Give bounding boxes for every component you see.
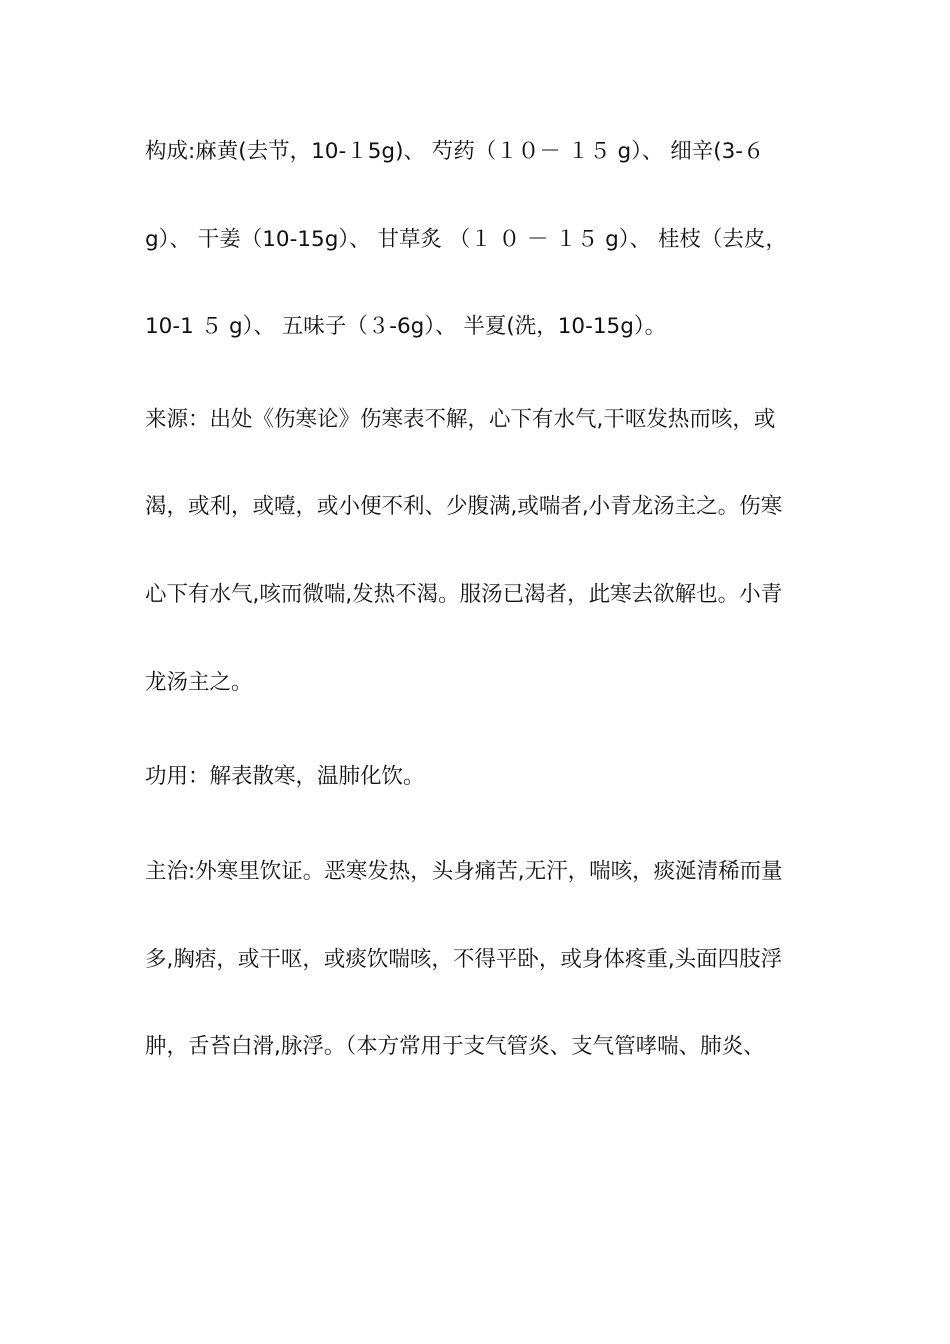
- function-line: 功用：解表散寒，温肺化饮。: [145, 764, 425, 789]
- indications-line: 主治:外寒里饮证。恶寒发热，头身痛苦,无汗，喘咳，痰涎清稀而量: [145, 859, 783, 884]
- source-line: 来源：出处《伤寒论》伤寒表不解，心下有水气,干呕发热而咳，或: [145, 407, 776, 432]
- indications-line: 多,胸痞，或干呕，或痰饮喘咳，不得平卧，或身体疼重,头面四肢浮: [145, 947, 783, 972]
- composition-line: 10-1 ５ g）、 五味子（３-6g）、 半夏(洗，10-15g）。: [145, 314, 667, 339]
- source-line: 龙汤主之。: [145, 670, 253, 695]
- composition-line: 构成:麻黄(去节，10-１5g)、 芍药（１０－ １５ g）、 细辛(3-６: [145, 139, 765, 164]
- indications-line: 肿，舌苔白滑,脉浮。（本方常用于支气管炎、支气管哮喘、肺炎、: [145, 1034, 765, 1059]
- composition-line: g）、 干姜（10-15g）、 甘草炙 （１ ０ － １５ g）、 桂枝（去皮，: [145, 227, 787, 252]
- source-line: 渴，或利，或噎，或小便不利、少腹满,或喘者,小青龙汤主之。伤寒: [145, 494, 783, 519]
- source-line: 心下有水气,咳而微喘,发热不渴。服汤已渴者，此寒去欲解也。小青: [145, 582, 783, 607]
